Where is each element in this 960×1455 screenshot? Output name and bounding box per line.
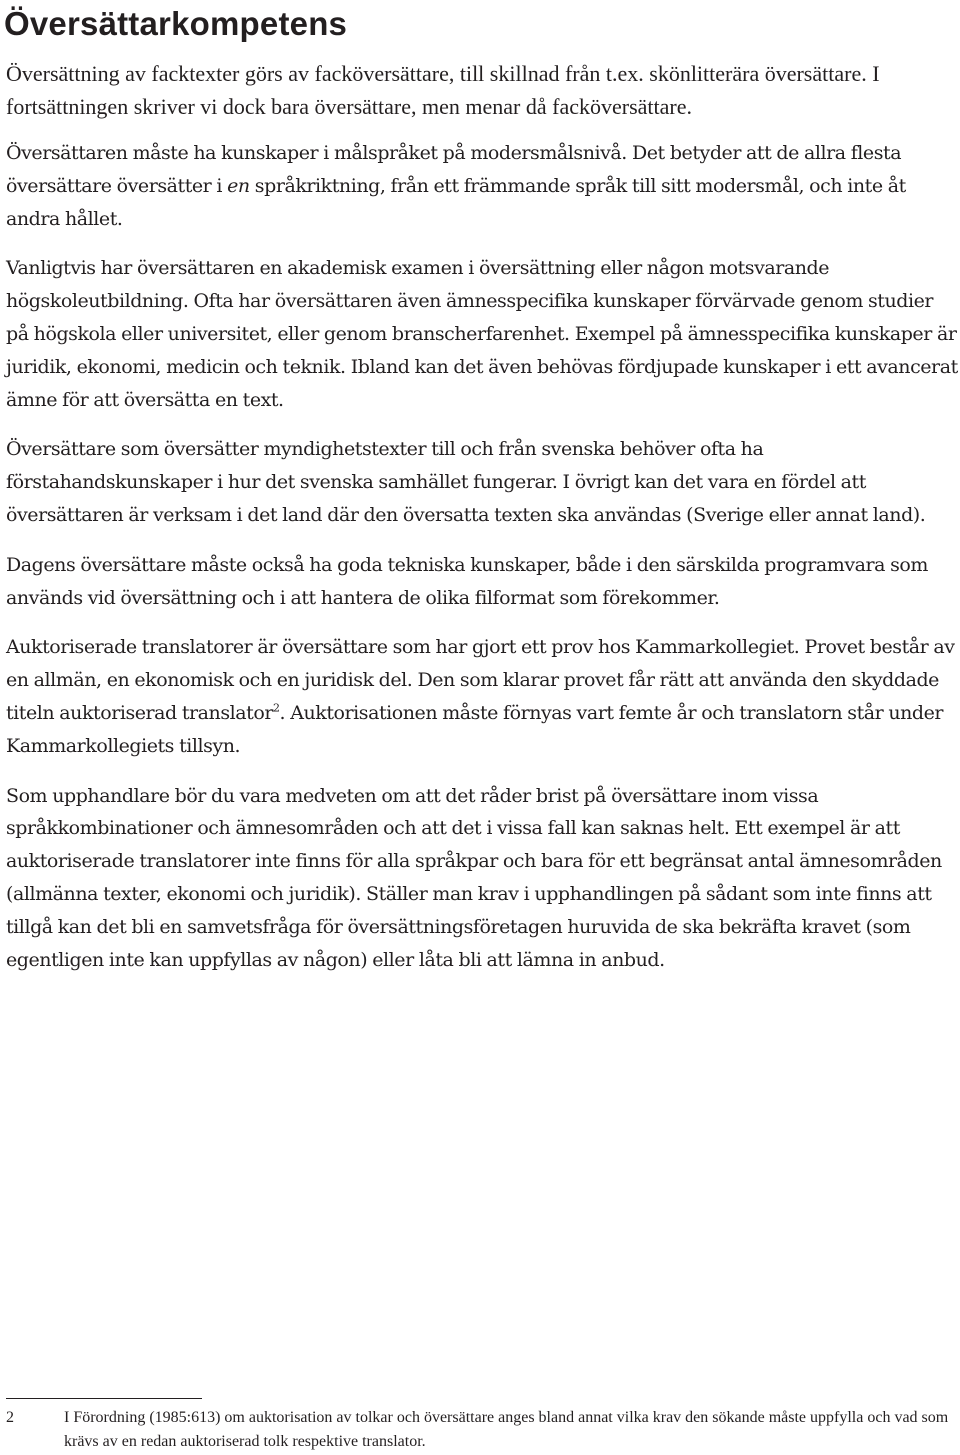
paragraph-4: Översättare som översätter myndighetstexter till och från svenska behöver ofta ha förstahandskunskaper i hur det svenska samhället fungerar. I övrigt kan det vara en fördel att översättaren är verksam i det land där den översatta texten ska användas (Sverige eller annat land).	[6, 438, 926, 526]
paragraph-7: Som upphandlare bör du vara medveten om att det råder brist på översättare inom vissa språkkombinationer och ämnesområden och att det i vissa fall kan saknas helt. Ett exempel är att auktoriserade translatorer inte finns för alla språkpar och bara för ett begränsat antal ämnesområden (allmänna texter, ekonomi och juridik). Ställer man krav i upphandlingen på sådant som inte finns att tillgå kan det bli en samvetsfråga för översättningsföretagen huruvida de ska bekräfta kravet (som egentligen inte kan uppfyllas av någon) eller låta bli att lämna in anbud.	[6, 784, 942, 971]
footnote-number: 2	[6, 1409, 14, 1426]
footnote-text: I Förordning (1985:613) om auktorisation av tolkar och översättare anges bland annat vilka krav den sökande måste uppfylla och vad som krävs av en redan auktoriserad tolk respektive translator.	[64, 1409, 949, 1450]
footnote	[6, 1406, 956, 1454]
footnote-reference: 2	[272, 701, 280, 715]
paragraph-2	[6, 137, 958, 235]
page-title: Översättarkompetens	[4, 5, 348, 42]
paragraph-5: Dagens översättare måste också ha goda tekniska kunskaper, både i den särskilda programvara som används vid översättning och i att hantera de olika filformat som förekommer.	[6, 553, 928, 609]
paragraph-2-text-start: Översättaren måste ha kunskaper i målspråket på modersmålsnivå. Det betyder att de allra flesta översättare översätter i	[6, 142, 902, 197]
paragraph-3: Vanligtvis har översättaren en akademisk examen i översättning eller någon motsvarande högskoleutbildning. Ofta har översättaren även ämnesspecifika kunskaper förvärvade genom studier på högskola eller universitet, eller genom branscherfarenhet. Exempel på ämnesspecifika kunskaper är juridik, ekonomi, medicin och teknik. Ibland kan det även behövas fördjupade kunskaper i ett avancerat ämne för att översätta en text.	[6, 257, 958, 411]
footnote-divider	[6, 1398, 202, 1399]
paragraph-1: Översättning av facktexter görs av facköversättare, till skillnad från t.ex. skönlitterära översättare. I fortsättningen skriver vi dock bara översättare, men menar då facköversättare.	[6, 61, 880, 119]
paragraph-6-text-start: Auktoriserade translatorer är översättare som har gjort ett prov hos Kammarkollegiet. Provet består av en allmän, en ekonomisk och en juridisk del. Den som klarar provet får rätt att använda den skyddade titeln auktoriserad translator	[6, 636, 955, 724]
paragraph-6-text-end: . Auktorisationen måste förnyas vart femte år och translatorn står under Kammarkollegiets tillsyn.	[6, 701, 944, 757]
body-text	[6, 57, 958, 993]
paragraph-2-emphasis: en	[227, 174, 250, 197]
paragraph-6	[6, 631, 958, 762]
paragraph-2-text-end: språkriktning, från ett främmande språk till sitt modersmål, och inte åt andra hållet.	[6, 174, 906, 230]
